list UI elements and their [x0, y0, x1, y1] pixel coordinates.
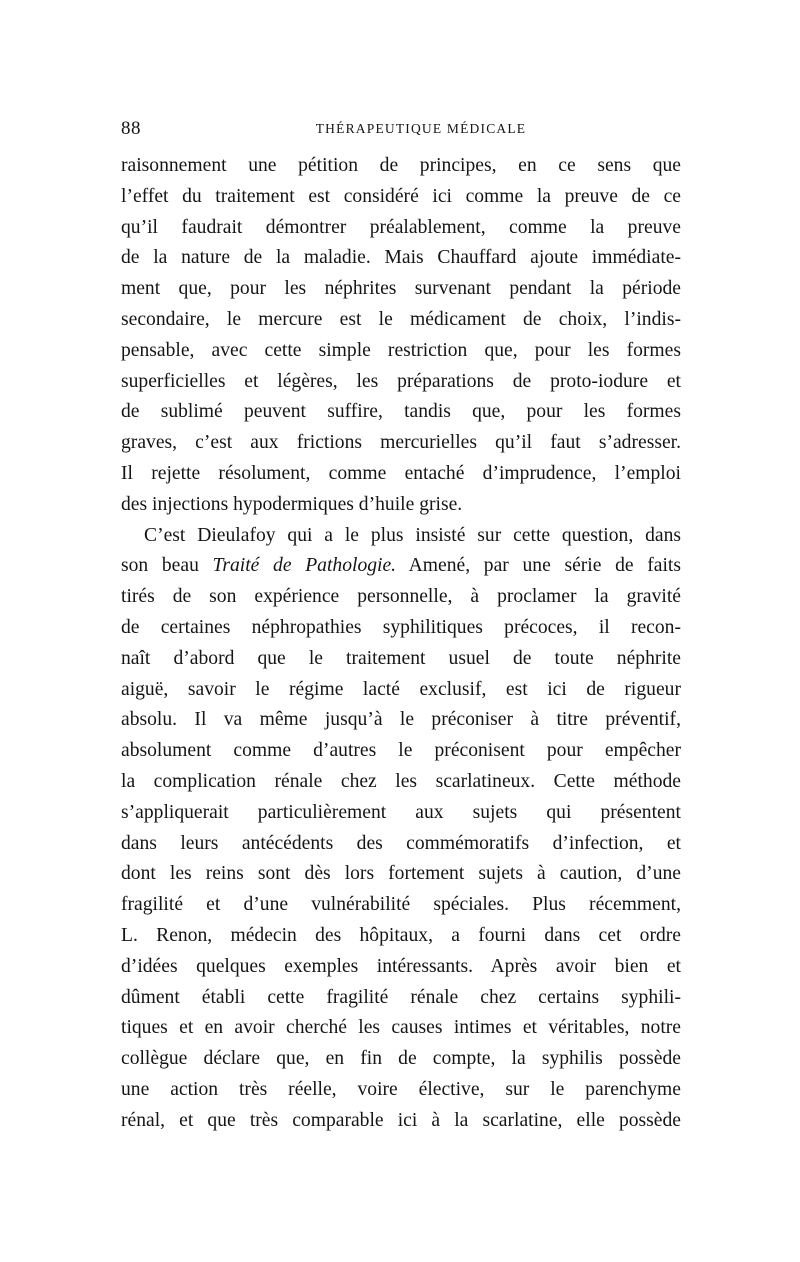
- text-line: pensable, avec cette simple restriction que, pour les formes: [121, 339, 681, 361]
- text-line: fragilité et d’une vulnérabilité spéciales. Plus récemment,: [121, 894, 681, 916]
- text-line-with-title: [121, 551, 681, 582]
- text-line: ment que, pour les néphrites survenant pendant la période: [121, 278, 681, 300]
- text-line: collègue déclare que, en fin de compte, la syphilis possède: [121, 1048, 681, 1070]
- text-line: absolu. Il va même jusqu’à le préconiser à titre préventif,: [121, 709, 681, 731]
- text-line: naît d’abord que le traitement usuel de toute néphrite: [121, 647, 681, 669]
- text-segment: Amené, par une série de faits: [396, 555, 681, 577]
- text-line: d’idées quelques exemples intéressants. Après avoir bien et: [121, 955, 681, 977]
- text-line: aiguë, savoir le régime lacté exclusif, est ici de rigueur: [121, 678, 681, 700]
- text-line: de la nature de la maladie. Mais Chauffard ajoute immédiate-: [121, 247, 681, 269]
- running-title: THÉRAPEUTIQUE MÉDICALE: [315, 121, 527, 136]
- text-line: la complication rénale chez les scarlatineux. Cette méthode: [121, 770, 681, 792]
- body-text: [121, 151, 681, 1137]
- text-line: de certaines néphropathies syphilitiques précoces, il recon-: [121, 616, 681, 638]
- page-header: [121, 118, 681, 142]
- text-line: superficielles et légères, les préparations de proto-iodure et: [121, 370, 681, 392]
- text-line: dûment établi cette fragilité rénale chez certains syphili-: [121, 986, 681, 1008]
- text-line: qu’il faudrait démontrer préalablement, comme la preuve: [121, 216, 681, 238]
- text-line: rénal, et que très comparable ici à la scarlatine, elle possède: [121, 1109, 681, 1131]
- text-line: L. Renon, médecin des hôpitaux, a fourni dans cet ordre: [121, 924, 681, 946]
- text-line: une action très réelle, voire élective, sur le parenchyme: [121, 1078, 681, 1100]
- text-line: dans leurs antécédents des commémoratifs d’infection, et: [121, 832, 681, 854]
- book-title: Traité de Pathologie.: [212, 555, 397, 577]
- text-line: dont les reins sont dès lors fortement sujets à caution, d’une: [121, 863, 681, 885]
- text-line: l’effet du traitement est considéré ici comme la preuve de ce: [121, 185, 681, 207]
- text-line: tirés de son expérience personnelle, à proclamer la gravité: [121, 586, 681, 608]
- text-segment: son beau: [121, 555, 213, 577]
- text-line: secondaire, le mercure est le médicament de choix, l’indis-: [121, 308, 681, 330]
- text-line: de sublimé peuvent suffire, tandis que, pour les formes: [121, 401, 681, 423]
- paragraph-start-line: C’est Dieulafoy qui a le plus insisté sur cette question, dans: [144, 524, 681, 546]
- text-line: raisonnement une pétition de principes, en ce sens que: [121, 155, 681, 176]
- text-line: tiques et en avoir cherché les causes intimes et véritables, notre: [121, 1017, 681, 1039]
- text-line: s’appliquerait particulièrement aux sujets qui présentent: [121, 801, 681, 823]
- paragraph-end-line: des injections hypodermiques d’huile grise.: [121, 493, 463, 515]
- text-line: absolument comme d’autres le préconisent pour empêcher: [121, 740, 681, 762]
- text-line: Il rejette résolument, comme entaché d’imprudence, l’emploi: [121, 462, 681, 484]
- text-line: graves, c’est aux frictions mercurielles qu’il faut s’adresser.: [121, 432, 681, 454]
- page-number: 88: [121, 118, 141, 139]
